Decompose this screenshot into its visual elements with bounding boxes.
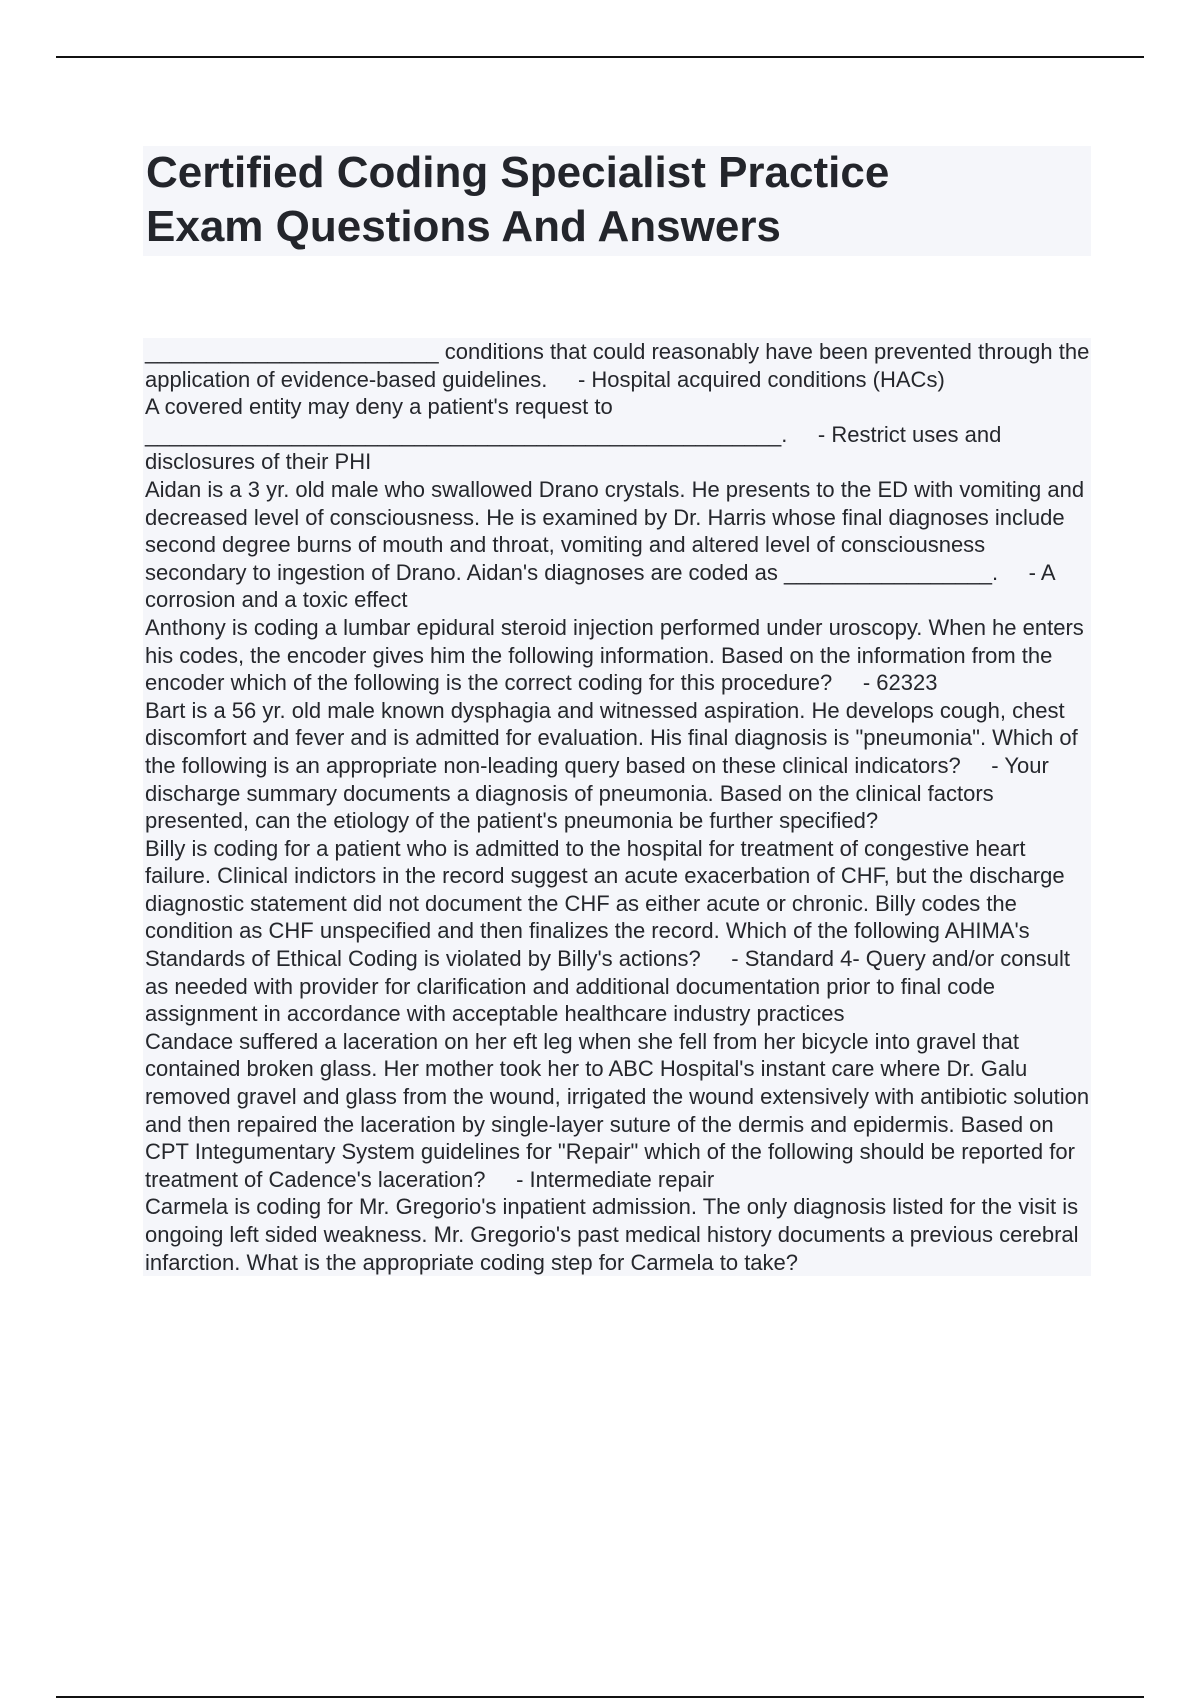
bottom-rule (56, 1696, 1144, 1698)
qa-item: ________________________ conditions that could reasonably have been prevented through the application of evidence-based guidelines. - Hospital acquired conditions (HACs) (145, 339, 1096, 392)
qa-item: Candace suffered a laceration on her eft leg when she fell from her bicycle into gravel that contained broken glass. Her mother took her to ABC Hospital's instant care where Dr. Galu removed gravel and glass from the wound, irrigated the wound extensively with antibiotic solution and then repaired the laceration by single-layer suture of the dermis and epidermis. Based on CPT Integumentary System guidelines for "Repair" which of the following should be reported for treatment of Cadence's laceration? - Intermediate repair (145, 1028, 1096, 1192)
qa-item: Anthony is coding a lumbar epidural steroid injection performed under uroscopy. When he enters his codes, the encoder gives him the following information. Based on the information from the encoder which of the following is the correct coding for this procedure? - 62323 (145, 614, 1090, 696)
qa-item: Aidan is a 3 yr. old male who swallowed Drano crystals. He presents to the ED with vomiting and decreased level of consciousness. He is examined by Dr. Harris whose final diagnoses include second degree burns of mouth and throat, vomiting and altered level of consciousness secondary to ingestion of Drano. Aidan's diagnoses are coded as _________________. - A corrosion and a toxic effect (145, 476, 1091, 613)
qa-item: A covered entity may deny a patient's request to ____________________________________________________. - Restrict uses and disclosures of their PHI (143, 393, 1091, 476)
qa-list (143, 338, 1096, 1276)
top-rule (56, 56, 1144, 58)
qa-item: Carmela is coding for Mr. Gregorio's inpatient admission. The only diagnosis listed for the visit is ongoing left sided weakness. Mr. Gregorio's past medical history documents a previous cerebral infarction. What is the appropriate coding step for Carmela to take? (143, 1193, 1091, 1276)
title-block (143, 146, 1091, 256)
qa-item: Billy is coding for a patient who is admitted to the hospital for treatment of congestive heart failure. Clinical indictors in the record suggest an acute exacerbation of CHF, but the discharge diagnostic statement did not document the CHF as either acute or chronic. Billy codes the condition as CHF unspecified and then finalizes the record. Which of the following AHIMA's Standards of Ethical Coding is violated by Billy's actions? - Standard 4- Query and/or consult as needed with provider for clarification and additional documentation prior to final code assignment in accordance with acceptable healthcare industry practices (143, 835, 1091, 1028)
title-line-2: Exam Questions And Answers (146, 202, 781, 251)
qa-item: Bart is a 56 yr. old male known dysphagia and witnessed aspiration. He develops cough, chest discomfort and fever and is admitted for evaluation. His final diagnosis is "pneumonia". Which of the following is an appropriate non-leading query based on these clinical indicators? - Your discharge summary documents a diagnosis of pneumonia. Based on the clinical factors presented, can the etiology of the patient's pneumonia be further specified? (143, 697, 1091, 835)
title-line-1: Certified Coding Specialist Practice (146, 148, 890, 197)
document-title (143, 146, 1091, 254)
